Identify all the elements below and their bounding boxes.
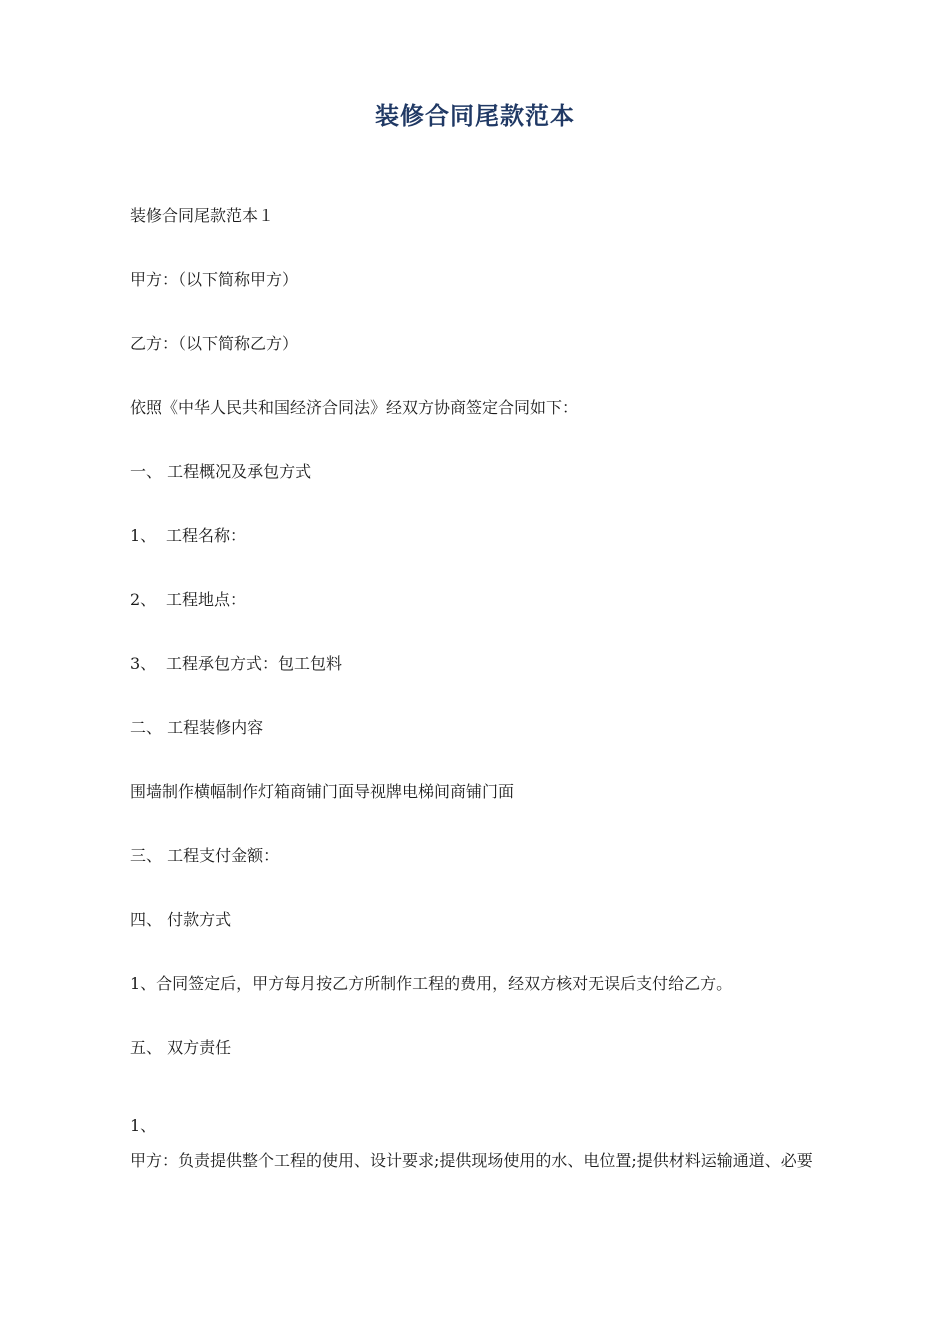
section-1-heading: 一、 工程概况及承包方式 xyxy=(130,462,312,481)
item-text: 工程地点： xyxy=(166,590,247,609)
section-3-heading: 三、 工程支付金额： xyxy=(130,846,280,865)
party-b-line: 乙方：（以下简称乙方） xyxy=(130,334,299,353)
item-text: 工程名称： xyxy=(166,526,247,545)
contract-method-line xyxy=(130,653,342,675)
item-number: 1、 xyxy=(130,526,157,545)
section-4-heading: 四、 付款方式 xyxy=(130,910,232,929)
project-location-line xyxy=(130,589,246,611)
page-title: 装修合同尾款范本 xyxy=(375,102,575,130)
payment-clause-line: 1、合同签定后，甲方每月按乙方所制作工程的费用，经双方核对无误后支付给乙方。 xyxy=(130,974,733,993)
decoration-content-line: 围墙制作横幅制作灯箱商铺门面导视牌电梯间商铺门面 xyxy=(130,782,515,801)
item-number: 2、 xyxy=(130,590,157,609)
project-name-line xyxy=(130,525,246,547)
party-a-responsibility-line: 甲方：负责提供整个工程的使用、设计要求;提供现场使用的水、电位置;提供材料运输通道、必要 xyxy=(130,1151,813,1170)
party-a-line: 甲方：（以下简称甲方） xyxy=(130,270,299,289)
item-number: 3、 xyxy=(130,654,157,673)
subtitle-line: 装修合同尾款范本１ xyxy=(130,206,275,225)
section-5-heading: 五、 双方责任 xyxy=(130,1038,232,1057)
preamble-line: 依照《中华人民共和国经济合同法》经双方协商签定合同如下： xyxy=(130,398,579,417)
responsibility-number-line: 1、 xyxy=(130,1116,157,1135)
item-text: 工程承包方式：包工包料 xyxy=(166,654,343,673)
section-2-heading: 二、 工程装修内容 xyxy=(130,718,264,737)
